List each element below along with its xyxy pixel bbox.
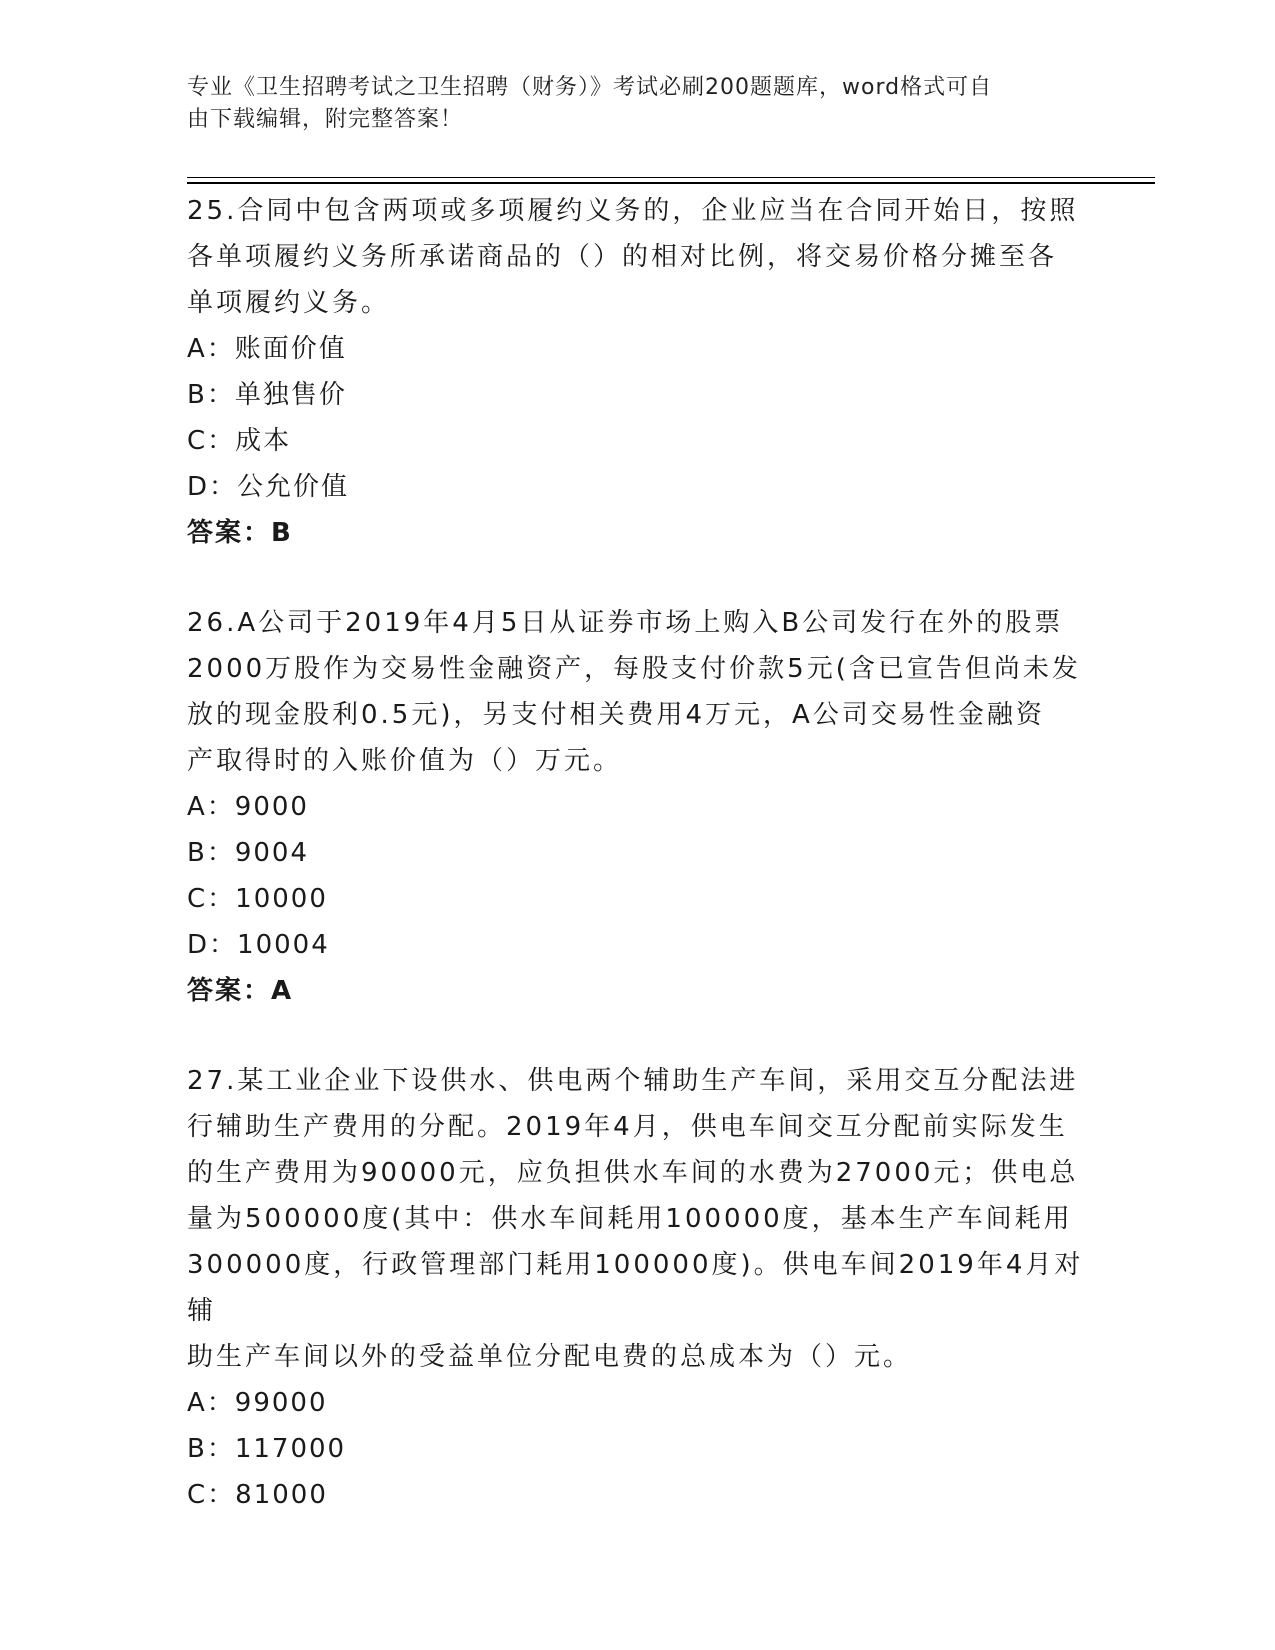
header-line-1: 专业《卫生招聘考试之卫生招聘（财务）》考试必刷200题题库，word格式可自 [187,75,993,100]
question-27 [187,1058,1087,1518]
question-text-line: 单项履约义务。 [187,288,391,318]
question-text-line: 2000万股作为交易性金融资产，每股支付价款5元(含已宣告但尚未发 [187,654,1081,684]
answer-label: 答案：A [187,976,294,1006]
header-divider-thick [187,182,1155,184]
question-text-line: 各单项履约义务所承诺商品的（）的相对比例，将交易价格分摊至各 [187,242,1058,272]
header-divider-thin [187,177,1155,178]
option-a: A：99000 [187,1388,328,1418]
question-25 [187,188,1087,556]
question-text-line: 26.A公司于2019年4月5日从证券市场上购入B公司发行在外的股票 [187,608,1064,638]
question-text-line: 行辅助生产费用的分配。2019年4月，供电车间交互分配前实际发生 [187,1112,1068,1142]
answer-label: 答案：B [187,518,293,548]
option-b: B：9004 [187,838,310,868]
option-a: A：9000 [187,792,309,822]
header-line-2: 由下载编辑，附完整答案！ [187,107,464,132]
question-text-line: 的生产费用为90000元，应负担供水车间的水费为27000元；供电总 [187,1158,1079,1188]
question-text-line: 量为500000度(其中：供水车间耗用100000度，基本生产车间耗用 [187,1204,1073,1234]
option-d: D：公允价值 [187,472,350,502]
option-a: A：账面价值 [187,334,347,364]
question-spacer [187,556,1087,600]
option-d: D：10004 [187,930,330,960]
option-c: C：10000 [187,884,328,914]
question-text-line: 放的现金股利0.5元)，另支付相关费用4万元，A公司交易性金融资 [187,700,1045,730]
question-text-line: 27.某工业企业下设供水、供电两个辅助生产车间，采用交互分配法进 [187,1066,1079,1096]
question-text-line: 助生产车间以外的受益单位分配电费的总成本为（）元。 [187,1342,913,1372]
question-text-line: 300000度，行政管理部门耗用100000度)。供电车间2019年4月对辅 [187,1250,1084,1326]
question-list [187,188,1087,1518]
document-header [187,72,1067,136]
question-spacer [187,1014,1087,1058]
option-b: B：单独售价 [187,380,347,410]
question-text-line: 25.合同中包含两项或多项履约义务的，企业应当在合同开始日，按照 [187,196,1079,226]
question-26 [187,600,1087,1014]
option-c: C：81000 [187,1480,328,1510]
option-b: B：117000 [187,1434,347,1464]
option-c: C：成本 [187,426,292,456]
question-text-line: 产取得时的入账价值为（）万元。 [187,746,623,776]
